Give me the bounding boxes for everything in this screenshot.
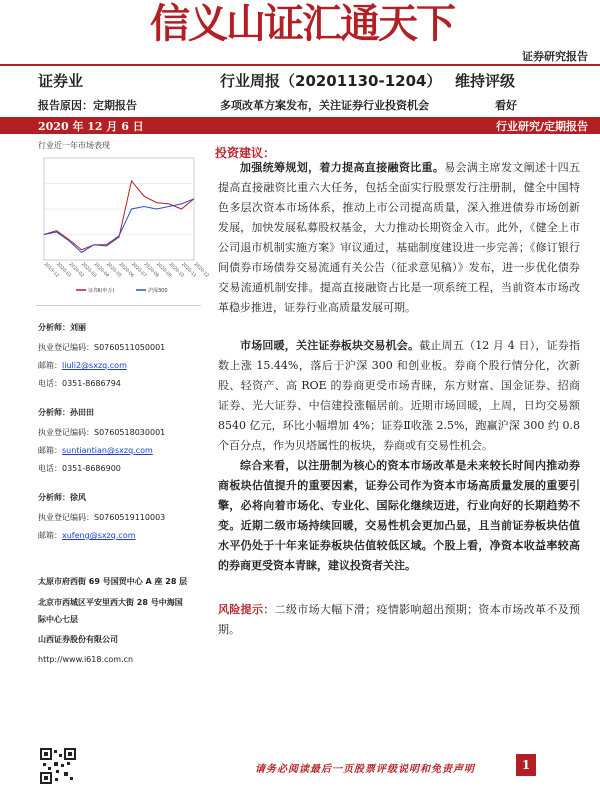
analyst-2-cert: 执业登记编码：S0760518030001 — [38, 428, 166, 437]
header-divider — [0, 64, 600, 66]
analyst-3-email-link[interactable]: xufeng@sxzq.com — [62, 531, 136, 540]
x-tick-label: 2020-04 — [92, 261, 110, 279]
x-tick-label: 2020-09 — [155, 261, 172, 279]
analyst-1-name: 分析师：刘丽 — [38, 323, 86, 332]
report-date: 2020 年 12 月 6 日 — [38, 120, 144, 133]
qr-code-icon — [40, 748, 76, 784]
company-name: 山西证券股份有限公司 — [38, 635, 118, 644]
x-tick-label: 2019-12 — [42, 261, 60, 279]
rating: 维持评级 — [455, 72, 516, 90]
analyst-2-phone: 电话：0351-8686900 — [38, 464, 121, 473]
x-tick-label: 2020-02 — [67, 261, 85, 279]
chart-caption: 行业近一年市场表现 — [38, 141, 110, 150]
outlook: 看好 — [495, 99, 517, 112]
series-line-1 — [44, 199, 194, 253]
analyst-2-email-link[interactable]: suntiantian@sxzq.com — [62, 446, 153, 455]
x-tick-label: 2020-11 — [180, 261, 197, 279]
analyst-1-cert: 执业登记编码：S0760511050001 — [38, 343, 166, 352]
x-tick-label: 2020-06 — [117, 261, 135, 279]
header-banner — [150, 0, 470, 50]
analyst-3-cert: 执业登记编码：S0760519110003 — [38, 513, 166, 522]
paragraph-1 — [218, 158, 580, 318]
legend-label-1: 沪深300 — [148, 288, 168, 294]
legend-label-0: 证券Ⅱ(申万) — [88, 288, 115, 294]
page-number: 1 — [516, 754, 536, 776]
report-subtitle: 多项改革方案发布，关注证券行业投资机会 — [220, 99, 429, 112]
analyst-3-name: 分析师：徐风 — [38, 493, 86, 502]
report-category: 行业研究/定期报告 — [495, 120, 588, 133]
analyst-3-email-label: 邮箱： — [38, 531, 62, 540]
company-website[interactable]: http://www.i618.com.cn — [38, 655, 134, 664]
market-performance-chart — [36, 152, 210, 300]
risk-warning — [218, 600, 580, 640]
disclaimer: 请务必阅读最后一页股票评级说明和免责声明 — [255, 764, 475, 775]
x-tick-label: 2020-08 — [142, 261, 160, 279]
address-beijing-line1: 北京市西城区平安里西大街 28 号中海国 — [38, 598, 183, 607]
risk-label: 风险提示： — [218, 603, 275, 616]
analyst-1-email-label: 邮箱： — [38, 361, 62, 370]
analyst-2-name: 分析师：孙田田 — [38, 408, 94, 417]
paragraph-1-body: 易会满主席发文阐述十四五提高直接融资比重六大任务，包括全面实行股票发行注册制，健全中国特色多层次资本市场体系，推动上市公司提高质量，深入推进债券市场创新发展，加快发展私募股权基金，大力推动长期资金入市。此外，《健全上市公司退市机制实施方案》审议通过，基础制度建设进一步完善；《修订银行间债券市场债券交易流通有关公告（征求意见稿）》发布，进一步优化债券交易流通机制安排。提高直接融资占比是一项系统工程，当前资本市场改革稳步推进，证券行业高质量发展可期。 — [218, 161, 581, 314]
report-title: 行业周报（20201130-1204） — [220, 72, 442, 90]
x-tick-label: 2020-12 — [192, 261, 210, 279]
x-tick-label: 2020-05 — [105, 261, 122, 279]
report-type: 证券研究报告 — [522, 50, 588, 63]
paragraph-2-lead: 市场回暖，关注证券板块交易机会。 — [240, 339, 420, 352]
sidebar-divider — [36, 305, 201, 306]
analyst-2-email-label: 邮箱： — [38, 446, 62, 455]
x-tick-label: 2020-10 — [167, 261, 185, 279]
x-tick-label: 2020-03 — [80, 261, 97, 279]
analyst-1-phone: 电话：0351-8686794 — [38, 379, 121, 388]
banner-calligraphy: 信义山证汇通天下 — [150, 0, 454, 47]
paragraph-2 — [218, 336, 580, 456]
address-beijing-line2: 际中心七层 — [38, 615, 78, 624]
risk-body: 二级市场大幅下滑；疫情影响超出预期；资本市场改革不及预期。 — [218, 603, 581, 636]
x-tick-label: 2020-01 — [55, 261, 72, 279]
address-taiyuan: 太原市府西街 69 号国贸中心 A 座 28 层 — [38, 577, 188, 586]
paragraph-2-body: 截止周五（12 月 4 日），证券指数上涨 15.44%，落后于沪深 300 和创业板。券商个股行情分化，次新股、轻资产、高 ROE 的券商更受市场青睐，东方财富、国金证券、招商证券、光大证券、中信建投涨幅居前。近期市场回暖，上周，日均交易额 8540 亿元，环比小幅增加 4%；证券Ⅱ收涨 2.5%，跑赢沪深 300 约 0.8 个百分点，作为贝塔属性的板块，券商或有交易性机会。 — [218, 339, 580, 452]
paragraph-3: 综合来看，以注册制为核心的资本市场改革是未来较长时间内推动券商板块估值提升的重要因素，证券公司作为资本市场高质量发展的重要引擎，必将向着市场化、专业化、国际化继续迈进，行业向好的长期趋势不变。近期二级市场持续回暖，交易性机会更加凸显，且当前证券板块估值水平仍处于十年来证券板块估值较低区域。个股上看，净资本收益率较高的券商更受资本青睐，建议投资者关注。 — [218, 459, 580, 572]
report-reason: 报告原因：定期报告 — [38, 99, 137, 112]
paragraph-1-lead: 加强统筹规划，着力提高直接融资比重。 — [240, 161, 445, 174]
x-tick-label: 2020-07 — [130, 261, 147, 279]
analyst-1-email-link[interactable]: liuli2@sxzq.com — [62, 361, 127, 370]
industry-name: 证券业 — [38, 72, 84, 90]
advice-heading: 投资建议： — [215, 146, 276, 160]
